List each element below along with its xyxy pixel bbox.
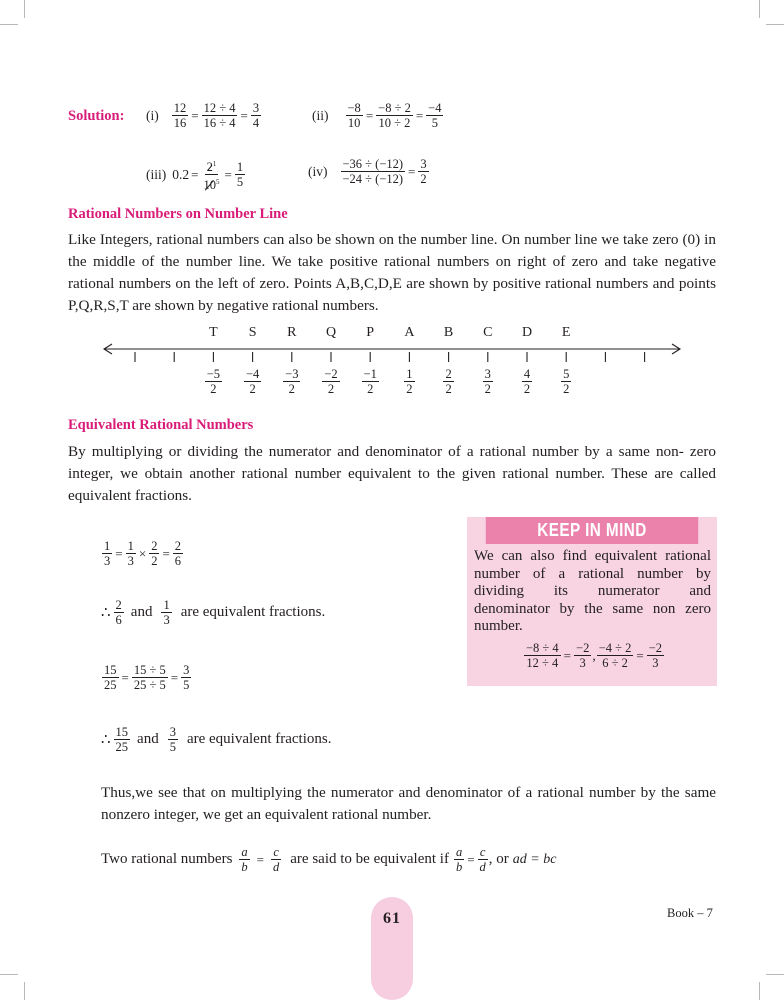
numerator: 3 bbox=[183, 663, 190, 677]
denominator: 3 bbox=[127, 554, 134, 568]
numerator: −3 bbox=[285, 367, 299, 381]
solution-item-ii bbox=[312, 101, 444, 130]
cancel-result: 1 bbox=[212, 160, 217, 168]
point-fraction bbox=[272, 367, 312, 396]
numerator: 3 bbox=[169, 725, 176, 739]
fraction bbox=[102, 663, 119, 692]
point-fraction bbox=[546, 367, 586, 396]
denominator: d bbox=[479, 860, 486, 874]
numerator: 2 bbox=[115, 598, 122, 612]
point-letter: E bbox=[561, 325, 571, 340]
point-fraction bbox=[311, 367, 351, 396]
equals-sign: = bbox=[256, 851, 265, 867]
example-1-conclusion bbox=[101, 598, 325, 627]
times-sign: × bbox=[138, 545, 147, 561]
numerator: 1 bbox=[127, 539, 134, 553]
conclusion-text: are equivalent fractions. bbox=[180, 604, 326, 620]
cancelled-value: 2 bbox=[206, 160, 213, 175]
denominator: 2 bbox=[288, 382, 295, 396]
number-line-paragraph: Like Integers, rational numbers can also be shown on the number line. On number line we take zero (0) in the middle of the number line. We take positive rational numbers on right of zero and take negative rational numbers on the left of zero. Points A,B,C,D,E are shown by positive rational numbers and points P,Q,R,S,T are shown by negative rational numbers. bbox=[68, 231, 716, 314]
crop-mark bbox=[759, 982, 760, 1000]
numerator: −5 bbox=[206, 367, 221, 381]
numerator: a bbox=[455, 845, 463, 859]
point-fraction bbox=[468, 367, 508, 396]
fraction bbox=[202, 101, 238, 130]
equals-sign: = bbox=[365, 107, 374, 123]
numerator: 3 bbox=[252, 101, 260, 115]
denominator: 16 ÷ 4 bbox=[203, 116, 236, 130]
equivalent-paragraph: By multiplying or dividing the numerator and denominator of a rational number by a same non- zero integer, we obtain another rational number equivalent to the given rational number. These are called equivalent fractions. bbox=[68, 443, 716, 504]
book-label: Book – 7 bbox=[667, 906, 713, 920]
equals-sign: = bbox=[636, 647, 644, 663]
fraction bbox=[322, 367, 339, 396]
definition-mid: are said to be equivalent if bbox=[290, 851, 449, 867]
fraction bbox=[418, 157, 428, 186]
denominator: 2 bbox=[327, 382, 335, 396]
denominator: 6 bbox=[115, 613, 122, 627]
denominator: 25 ÷ 5 bbox=[133, 678, 166, 692]
denominator: 12 ÷ 4 bbox=[526, 656, 559, 670]
fraction bbox=[235, 160, 245, 189]
number-line bbox=[100, 325, 685, 403]
numerator: 3 bbox=[484, 367, 491, 381]
fraction bbox=[647, 641, 664, 670]
denominator bbox=[201, 175, 221, 192]
fraction bbox=[443, 367, 453, 396]
point-fraction bbox=[507, 367, 547, 396]
point-letter: T bbox=[209, 325, 218, 340]
fraction bbox=[102, 539, 112, 568]
fraction bbox=[239, 845, 249, 874]
therefore-symbol: ∴ bbox=[101, 732, 111, 748]
denominator: 2 bbox=[367, 382, 374, 396]
fraction bbox=[251, 101, 261, 130]
equals-sign: = bbox=[563, 647, 572, 663]
crop-mark bbox=[0, 974, 18, 975]
numerator: a bbox=[241, 845, 248, 859]
conclusion-text: are equivalent fractions. bbox=[186, 731, 332, 747]
point-letter: B bbox=[443, 325, 454, 340]
denominator: 3 bbox=[652, 656, 659, 670]
numerator: 4 bbox=[523, 367, 531, 381]
solution-item-iii bbox=[146, 157, 246, 192]
fraction bbox=[404, 367, 414, 396]
solution-item-i bbox=[146, 101, 262, 130]
solution-item-iv bbox=[308, 157, 430, 186]
denominator: 6 bbox=[174, 554, 182, 568]
fraction bbox=[341, 157, 406, 186]
solution-label: Solution: bbox=[68, 108, 125, 124]
fraction bbox=[483, 367, 493, 396]
numerator: c bbox=[479, 845, 486, 859]
numerator: 2 bbox=[174, 539, 182, 553]
definition-or: , or bbox=[488, 851, 509, 867]
numerator: 15 bbox=[115, 725, 129, 739]
decimal-value: 0.2 bbox=[172, 166, 190, 182]
numerator: −8 ÷ 4 bbox=[526, 641, 559, 655]
numerator: −4 ÷ 2 bbox=[598, 641, 632, 655]
comma: , bbox=[592, 647, 596, 663]
numerator: 2 bbox=[151, 539, 158, 553]
fraction bbox=[173, 539, 183, 568]
point-letter: D bbox=[521, 325, 533, 340]
fraction bbox=[172, 101, 189, 130]
denominator: 2 bbox=[249, 382, 256, 396]
fraction bbox=[201, 157, 221, 192]
example-2-conclusion bbox=[101, 725, 331, 754]
point-fraction bbox=[193, 367, 233, 396]
denominator: 2 bbox=[406, 382, 413, 396]
equals-sign: = bbox=[191, 107, 199, 123]
denominator: 5 bbox=[183, 678, 190, 692]
denominator: 25 bbox=[104, 678, 117, 692]
fraction bbox=[522, 367, 532, 396]
fraction bbox=[283, 367, 300, 396]
point-letter: A bbox=[404, 325, 415, 340]
equals-sign: = bbox=[415, 107, 424, 123]
denominator: 3 bbox=[104, 554, 111, 568]
crop-mark bbox=[0, 24, 18, 25]
section-heading-number-line: Rational Numbers on Number Line bbox=[68, 206, 288, 222]
example-2-equation bbox=[101, 663, 192, 692]
fraction bbox=[454, 845, 464, 874]
equals-sign: = bbox=[467, 851, 475, 867]
equals-sign: = bbox=[121, 669, 129, 685]
fraction bbox=[205, 367, 222, 396]
numerator bbox=[205, 157, 219, 175]
fraction bbox=[574, 641, 591, 670]
equals-sign: = bbox=[170, 669, 179, 685]
numerator: −4 bbox=[245, 367, 260, 381]
fraction bbox=[168, 725, 178, 754]
numerator: 12 bbox=[173, 101, 187, 115]
denominator: 2 bbox=[420, 172, 427, 186]
definition-line bbox=[101, 845, 556, 874]
numerator: 15 ÷ 5 bbox=[133, 663, 166, 677]
numerator: −8 bbox=[347, 101, 361, 115]
fraction bbox=[114, 725, 131, 754]
cancel-result: 5 bbox=[215, 178, 220, 187]
roman-numeral: (i) bbox=[146, 107, 159, 123]
numerator: 2 bbox=[445, 367, 452, 381]
definition-lead: Two rational numbers bbox=[101, 851, 233, 867]
numerator: 3 bbox=[420, 157, 427, 171]
fraction bbox=[597, 641, 634, 670]
equals-sign: = bbox=[240, 107, 248, 123]
denominator: 3 bbox=[163, 613, 170, 627]
point-letter: S bbox=[248, 325, 257, 340]
keep-in-mind-title: KEEP IN MIND bbox=[486, 517, 699, 544]
fraction bbox=[244, 367, 261, 396]
fraction bbox=[362, 367, 379, 396]
example-1-equation bbox=[101, 539, 184, 568]
roman-numeral: (iv) bbox=[308, 163, 328, 179]
numerator: 1 bbox=[163, 598, 170, 612]
equals-sign: = bbox=[162, 545, 170, 561]
and-word: and bbox=[137, 731, 159, 747]
denominator: 5 bbox=[431, 116, 438, 130]
denominator: b bbox=[241, 860, 248, 874]
point-letter: C bbox=[483, 325, 493, 340]
keep-in-mind-equation bbox=[523, 641, 665, 670]
numerator: 15 bbox=[104, 663, 117, 677]
fraction bbox=[132, 663, 168, 692]
numerator: 1 bbox=[236, 160, 244, 175]
numerator: −1 bbox=[363, 367, 377, 381]
fraction bbox=[271, 845, 281, 874]
therefore-symbol: ∴ bbox=[101, 605, 111, 621]
section-heading-equivalent: Equivalent Rational Numbers bbox=[68, 417, 254, 433]
page-number: 61 bbox=[383, 910, 401, 927]
and-word: and bbox=[130, 604, 153, 620]
crop-mark bbox=[759, 0, 760, 18]
numerator: −8 ÷ 2 bbox=[378, 101, 411, 115]
fraction bbox=[346, 101, 363, 130]
numerator: −4 bbox=[428, 101, 442, 115]
roman-numeral: (ii) bbox=[312, 107, 329, 123]
crop-mark bbox=[24, 982, 25, 1000]
numerator: −36 ÷ (−12) bbox=[342, 157, 404, 171]
keep-in-mind-box bbox=[467, 517, 717, 686]
numerator: c bbox=[273, 845, 279, 859]
denominator: 16 bbox=[173, 116, 187, 130]
fraction bbox=[561, 367, 571, 396]
denominator: −24 ÷ (−12) bbox=[342, 172, 404, 186]
denominator: 5 bbox=[169, 740, 176, 754]
denominator: b bbox=[455, 860, 463, 874]
equals-sign: = bbox=[115, 545, 123, 561]
fraction bbox=[376, 101, 413, 130]
crop-mark bbox=[766, 974, 784, 975]
numerator: 12 ÷ 4 bbox=[203, 101, 236, 115]
point-fraction bbox=[389, 367, 429, 396]
denominator: 10 bbox=[347, 116, 361, 130]
denominator: 5 bbox=[236, 175, 244, 190]
crop-mark bbox=[24, 0, 25, 18]
denominator: 6 ÷ 2 bbox=[602, 656, 628, 670]
definition-equation: ad = bc bbox=[512, 851, 557, 867]
numerator: −2 bbox=[576, 641, 590, 655]
equals-sign: = bbox=[191, 166, 199, 182]
equals-sign: = bbox=[408, 163, 416, 179]
numerator: 1 bbox=[104, 539, 111, 553]
denominator: 25 bbox=[115, 740, 129, 754]
point-fraction bbox=[350, 367, 390, 396]
numerator: 1 bbox=[406, 367, 413, 381]
fraction bbox=[478, 845, 488, 874]
denominator: 2 bbox=[563, 382, 570, 396]
denominator: 2 bbox=[523, 382, 531, 396]
denominator: 10 ÷ 2 bbox=[378, 116, 411, 130]
denominator: 2 bbox=[484, 382, 491, 396]
fraction bbox=[426, 101, 443, 130]
cancelled-value: 10 bbox=[203, 178, 216, 193]
roman-numeral: (iii) bbox=[146, 166, 167, 182]
fraction bbox=[524, 641, 561, 670]
denominator: 3 bbox=[579, 656, 586, 670]
fraction bbox=[126, 539, 136, 568]
numerator: 5 bbox=[563, 367, 570, 381]
denominator: 2 bbox=[445, 382, 452, 396]
numerator: −2 bbox=[324, 367, 338, 381]
denominator: d bbox=[273, 860, 280, 874]
point-letter: Q bbox=[325, 325, 337, 340]
point-fraction bbox=[233, 367, 273, 396]
denominator: 2 bbox=[210, 382, 217, 396]
fraction bbox=[181, 663, 191, 692]
denominator: 4 bbox=[252, 116, 260, 130]
crop-mark bbox=[766, 24, 784, 25]
fraction bbox=[161, 598, 171, 627]
denominator: 2 bbox=[151, 554, 158, 568]
numerator: −2 bbox=[648, 641, 663, 655]
fraction bbox=[149, 539, 159, 568]
fraction bbox=[114, 598, 124, 627]
equals-sign: = bbox=[224, 166, 232, 182]
keep-in-mind-text: We can also find equivalent rational number of a rational number by dividing its numerator and denominator by the same non zero number. bbox=[474, 548, 711, 634]
point-letter: R bbox=[287, 325, 297, 340]
thus-paragraph: Thus,we see that on multiplying the numerator and denominator of a rational number by the same nonzero integer, we get an equivalent rational number. bbox=[101, 784, 716, 823]
page-number-tab bbox=[371, 897, 413, 1000]
point-letter: P bbox=[366, 325, 375, 340]
point-fraction bbox=[429, 367, 469, 396]
